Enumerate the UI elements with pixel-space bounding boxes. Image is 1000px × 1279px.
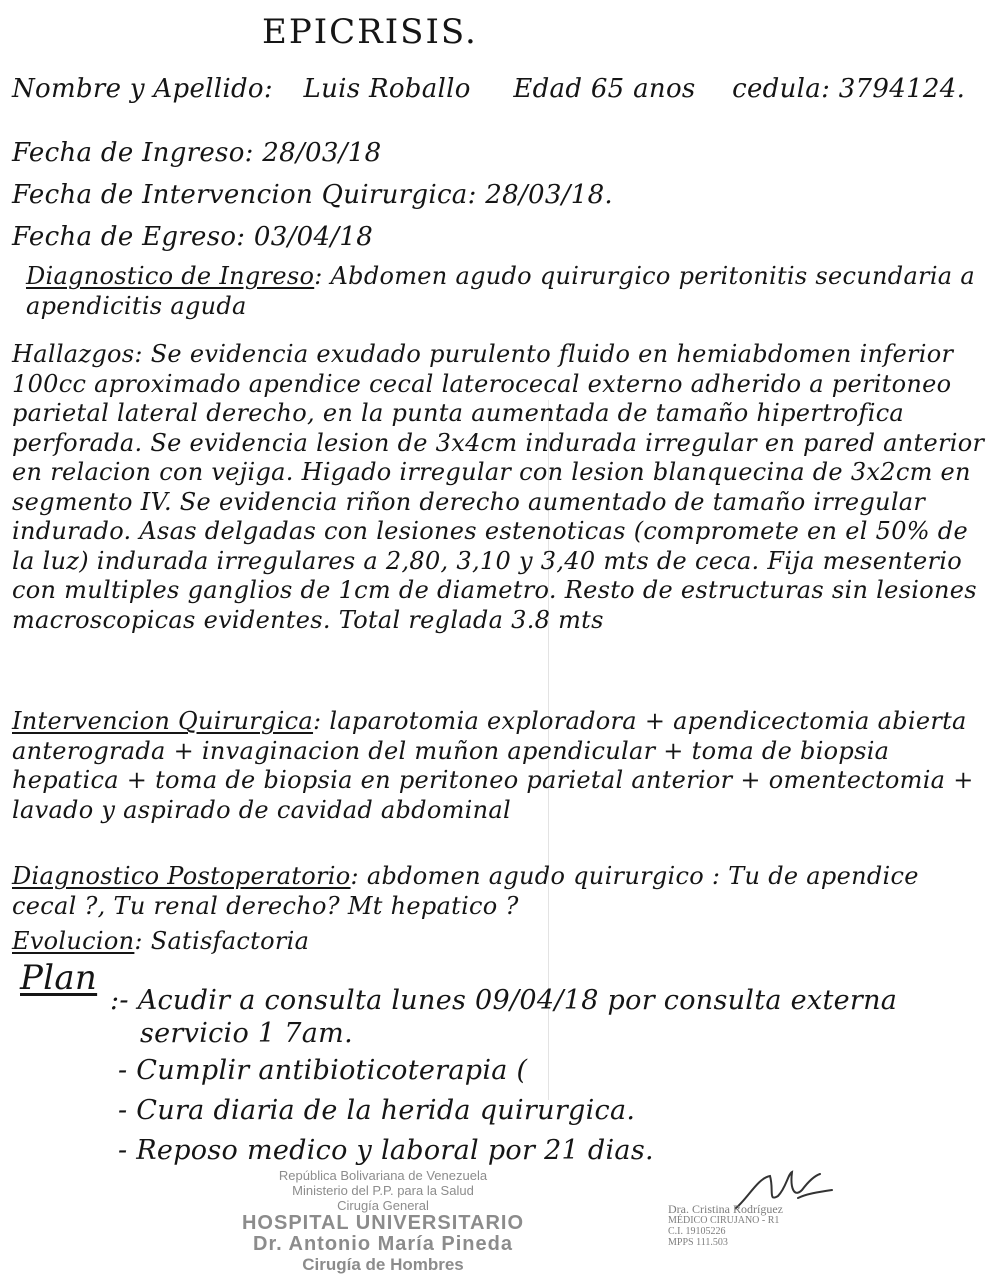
- plan-item: - Cumplir antibioticoterapia (: [118, 1055, 528, 1086]
- hospital-stamp: [228, 1168, 538, 1274]
- doctor-stamp: [668, 1204, 828, 1248]
- diagnostico-post-label: Diagnostico Postoperatorio: [12, 862, 351, 890]
- diagnostico-ingreso-text: : Abdomen agudo quirurgico peritonitis secundaria a apendicitis aguda: [26, 262, 975, 320]
- intervencion-section: [12, 707, 987, 825]
- plan-item: :- Acudir a consulta lunes 09/04/18 por consulta externa: [110, 985, 898, 1016]
- diagnostico-ingreso-section: [26, 262, 986, 321]
- fecha-egreso: Fecha de Egreso: 03/04/18: [12, 222, 374, 252]
- doctor-code: MPPS 111.503: [668, 1237, 728, 1248]
- patient-name: Luis Roballo: [303, 74, 471, 104]
- hallazgos-text: : Se evidencia exudado purulento fluido en hemiabdomen inferior 100cc aproximado apendice cecal laterocecal externo adherido a peritoneo parietal lateral derecho, en la punta aumentada de tamaño hipertrofica perforada. Se evidencia lesion de 3x4cm indurada irregular en pared anterior en relacion con vejiga. Higado irregular con lesion blanquecina de 3x2cm en segmento IV. Se evidencia riñon derecho aumentado de tamaño irregular indurado. Asas delgadas con lesiones estenoticas (compromete en el 50% de la luz) indurada irregulares a 2,80, 3,10 y 3,40 mts de ceca. Fija mesenterio con multiples ganglios de 1cm de diametro. Resto de estructuras sin lesiones macroscopicas evidentes. Total reglada 3.8 mts: [12, 340, 985, 634]
- fecha-ingreso: Fecha de Ingreso: 28/03/18: [12, 138, 382, 168]
- doctor-ci: C.I. 19105226: [668, 1226, 726, 1237]
- stamp-line: HOSPITAL UNIVERSITARIO: [241, 1212, 525, 1234]
- doctor-name: Dra. Cristina Rodríguez: [668, 1202, 783, 1216]
- evolucion-text: : Satisfactoria: [134, 927, 310, 955]
- plan-label: [20, 958, 98, 998]
- diagnostico-ingreso-label: Diagnostico de Ingreso: [26, 262, 315, 290]
- patient-line: [12, 74, 987, 104]
- stamp-line: Cirugía de Hombres: [302, 1255, 464, 1274]
- stamp-line: Ministerio del P.P. para la Salud: [292, 1183, 474, 1198]
- hallazgos-section: [12, 340, 987, 635]
- intervencion-label: Intervencion Quirurgica: [12, 707, 314, 735]
- patient-age: Edad 65 anos: [513, 74, 696, 104]
- stamp-line: Cirugía General: [337, 1198, 429, 1213]
- evolucion-section: [12, 927, 987, 957]
- stamp-line: Dr. Antonio María Pineda: [253, 1233, 513, 1255]
- diagnostico-post-text: : abdomen agudo quirurgico : Tu de apendice cecal ?, Tu renal derecho? Mt hepatico ?: [12, 862, 919, 920]
- plan-label-text: Plan: [20, 958, 98, 998]
- diagnostico-post-section: [12, 862, 987, 921]
- plan-item: - Cura diaria de la herida quirurgica.: [118, 1095, 636, 1126]
- fecha-intervencion: Fecha de Intervencion Quirurgica: 28/03/18.: [12, 180, 613, 210]
- patient-label: Nombre y Apellido:: [12, 74, 273, 104]
- plan-item: - Reposo medico y laboral por 21 dias.: [118, 1135, 654, 1166]
- intervencion-text: : laparotomia exploradora + apendicectomia abierta anterograda + invaginacion del muñon apendicular + toma de biopsia hepatica + toma de biopsia en peritoneo parietal anterior + omentectomia + lavado y aspirado de cavidad abdominal: [12, 707, 974, 824]
- doctor-role: MÉDICO CIRUJANO - R1: [668, 1215, 780, 1226]
- patient-id: cedula: 3794124.: [732, 74, 966, 104]
- stamp-line: República Bolivariana de Venezuela: [278, 1168, 488, 1183]
- document-title: EPICRISIS.: [262, 12, 478, 52]
- hallazgos-label: Hallazgos: [12, 340, 135, 368]
- plan-item: servicio 1 7am.: [140, 1018, 353, 1049]
- evolucion-label: Evolucion: [12, 927, 135, 955]
